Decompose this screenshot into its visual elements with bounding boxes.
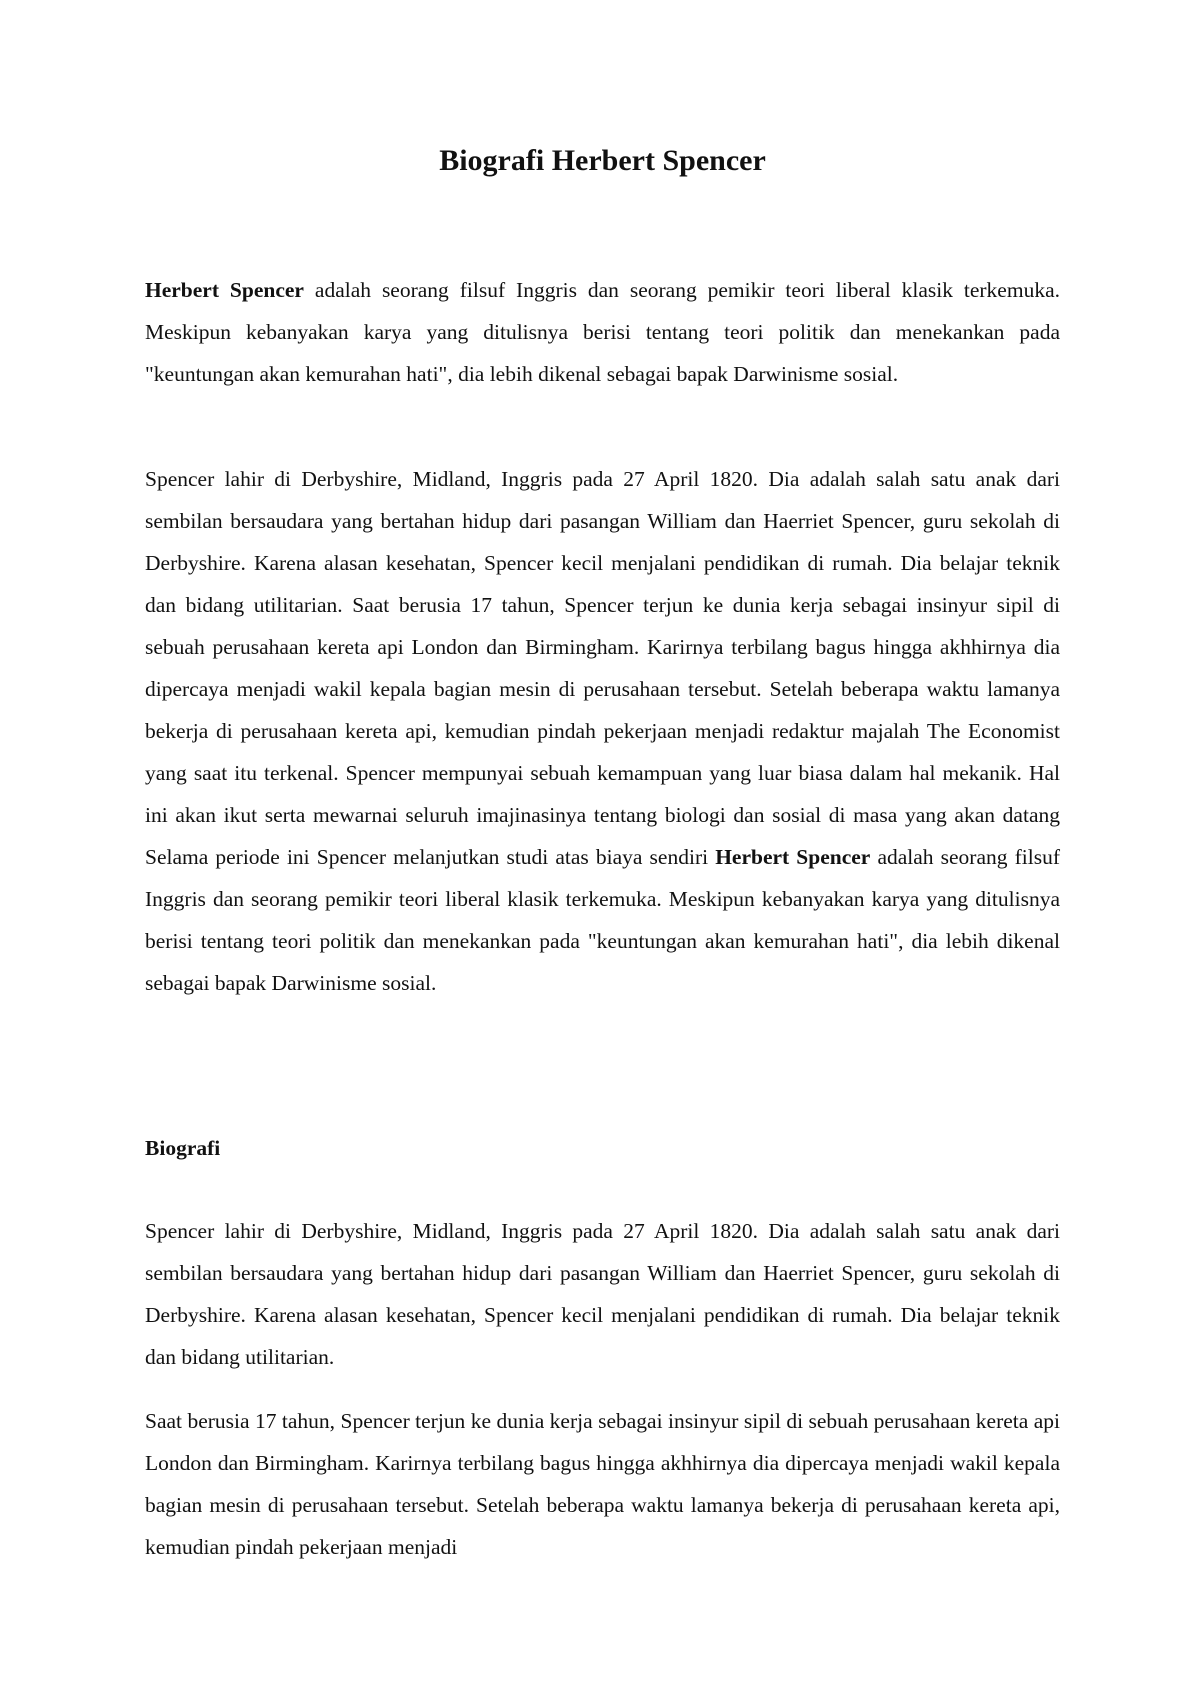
section-heading: Biografi	[145, 1136, 221, 1160]
second-paragraph	[145, 458, 1060, 1004]
section-paragraph-2-container	[145, 1400, 1060, 1590]
page-title: Biografi Herbert Spencer	[439, 144, 766, 177]
intro-lead-bold: Herbert Spencer	[145, 278, 304, 302]
intro-paragraph	[145, 269, 1060, 395]
second-paragraph-text-after: adalah seorang filsuf Inggris dan seorang pemikir teori liberal klasik terkemuka. Meskipun kebanyakan karya yang ditulisnya berisi tentang teori politik dan menekankan pada "keuntungan akan kemurahan hati", dia lebih dikenal sebagai bapak Darwinisme sosial.	[145, 845, 1060, 995]
second-paragraph-text-before: Spencer lahir di Derbyshire, Midland, Inggris pada 27 April 1820. Dia adalah salah satu anak dari sembilan bersaudara yang bertahan hidup dari pasangan William dan Haerriet Spencer, guru sekolah di Derbyshire. Karena alasan kesehatan, Spencer kecil menjalani pendidikan di rumah. Dia belajar teknik dan bidang utilitarian. Saat berusia 17 tahun, Spencer terjun ke dunia kerja sebagai insinyur sipil di sebuah perusahaan kereta api London dan Birmingham. Karirnya terbilang bagus hingga akhhirnya dia dipercaya menjadi wakil kepala bagian mesin di perusahaan tersebut. Setelah beberapa waktu lamanya bekerja di perusahaan kereta api, kemudian pindah pekerjaan menjadi redaktur majalah The Economist yang saat itu terkenal. Spencer mempunyai sebuah kemampuan yang luar biasa dalam hal mekanik. Hal ini akan ikut serta mewarnai seluruh imajinasinya tentang biologi dan sosial di masa yang akan datang Selama periode ini Spencer melanjutkan studi atas biaya sendiri	[145, 467, 1060, 869]
section-paragraph-2: Saat berusia 17 tahun, Spencer terjun ke dunia kerja sebagai insinyur sipil di sebuah perusahaan kereta api London dan Birmingham. Karirnya terbilang bagus hingga akhhirnya dia dipercaya menjadi wakil kepala bagian mesin di perusahaan tersebut. Setelah beberapa waktu lamanya bekerja di perusahaan kereta api, kemudian pindah pekerjaan menjadi	[145, 1409, 1060, 1559]
intro-text: adalah seorang filsuf Inggris dan seorang pemikir teori liberal klasik terkemuka. Meskipun kebanyakan karya yang ditulisnya berisi tentang teori politik dan menekankan pada "keuntungan akan kemurahan hati", dia lebih dikenal sebagai bapak Darwinisme sosial.	[145, 278, 1060, 386]
section-paragraph-1: Spencer lahir di Derbyshire, Midland, Inggris pada 27 April 1820. Dia adalah salah satu anak dari sembilan bersaudara yang bertahan hidup dari pasangan William dan Haerriet Spencer, guru sekolah di Derbyshire. Karena alasan kesehatan, Spencer kecil menjalani pendidikan di rumah. Dia belajar teknik dan bidang utilitarian.	[145, 1219, 1060, 1369]
second-paragraph-bold: Herbert Spencer	[715, 845, 871, 869]
